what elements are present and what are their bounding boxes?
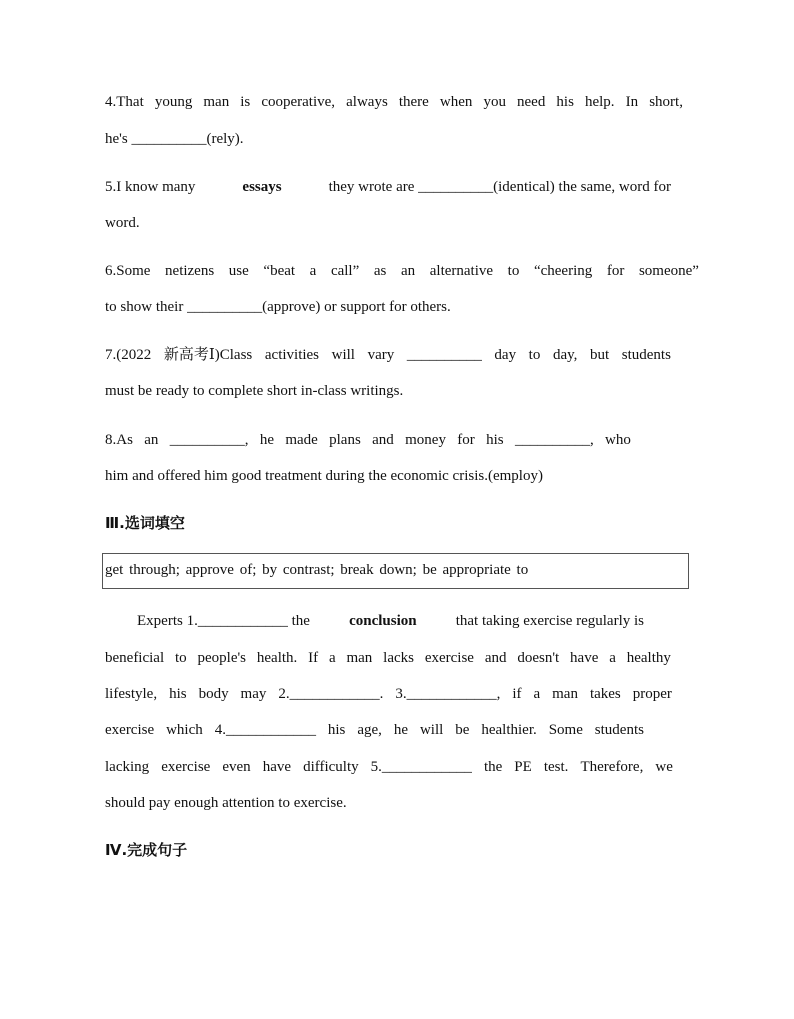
word: exercise (105, 722, 155, 738)
word: his (556, 94, 574, 110)
word: an (144, 432, 159, 448)
q5-bold-word: essays (242, 179, 282, 195)
word: he (393, 722, 409, 738)
word: his (486, 432, 504, 448)
q7-line2: must be ready to complete short in-class writings. (105, 383, 404, 399)
word: __________, (514, 432, 594, 448)
passage-line2-text (105, 648, 671, 668)
word: PE (514, 759, 532, 775)
word: for (606, 263, 625, 279)
word: need (517, 94, 546, 110)
word: lifestyle, (105, 686, 158, 702)
word: Therefore, (580, 759, 644, 775)
word: body (198, 686, 229, 702)
word: 5.____________ (370, 759, 472, 775)
word: is (240, 94, 251, 110)
q8-line1 (105, 430, 631, 450)
passage-line4 (105, 720, 644, 740)
passage-line4-text (105, 720, 644, 740)
word: man (552, 686, 578, 702)
q4-line1 (105, 92, 683, 112)
q7-line1 (105, 345, 671, 365)
word: lacks (383, 650, 414, 666)
q7-line1-text (105, 345, 671, 365)
word: healthier. (481, 722, 537, 738)
word: his (169, 686, 187, 702)
word: and (484, 650, 507, 666)
word: plans (329, 432, 361, 448)
word: health. (256, 650, 298, 666)
passage-line1-start: Experts 1.____________ the (137, 613, 314, 629)
passage-bold-word: conclusion (349, 613, 417, 629)
word: students (594, 722, 644, 738)
word: have (262, 759, 292, 775)
q6-line1 (105, 261, 699, 281)
word: difficulty (303, 759, 359, 775)
word: healthy (626, 650, 671, 666)
word: __________ (406, 347, 482, 363)
word: alternative (429, 263, 494, 279)
word-bank-text: get through; approve of; by contrast; break down; be appropriate to (105, 562, 529, 578)
q4-line1-text (105, 92, 683, 112)
word: but (589, 347, 610, 363)
word: “cheering (533, 263, 593, 279)
word: day, (552, 347, 578, 363)
word: will (331, 347, 355, 363)
word: doesn't (517, 650, 560, 666)
word: he (259, 432, 274, 448)
word: you (483, 94, 506, 110)
word: an (400, 263, 416, 279)
word: will (419, 722, 444, 738)
word-bank-box (102, 553, 689, 589)
q5-text-end: they wrote are __________(identical) the same, word for (324, 179, 671, 195)
q8-line1-text (105, 430, 631, 450)
word: made (285, 432, 318, 448)
word: someone” (638, 263, 699, 279)
word: exercise (424, 650, 474, 666)
word: 2.____________. (278, 686, 384, 702)
passage-line1 (137, 611, 644, 631)
word: exercise (161, 759, 211, 775)
word: short, (649, 94, 683, 110)
passage-line6: should pay enough attention to exercise. (105, 795, 347, 811)
word: call” (330, 263, 360, 279)
word: If (308, 650, 319, 666)
word: 6.Some (105, 263, 151, 279)
word: a (533, 686, 541, 702)
word: people's (197, 650, 247, 666)
word: __________, (169, 432, 249, 448)
word: be (455, 722, 470, 738)
word: vary (367, 347, 395, 363)
word: money (405, 432, 446, 448)
word: a (328, 650, 336, 666)
word: even (222, 759, 251, 775)
word: 新高考Ⅰ)Class (163, 347, 253, 363)
word: have (570, 650, 599, 666)
word: there (398, 94, 429, 110)
passage-line3 (105, 684, 672, 704)
word: always (346, 94, 388, 110)
word: test. (543, 759, 569, 775)
word: to (507, 263, 520, 279)
word: the (483, 759, 503, 775)
word: to (528, 347, 541, 363)
word: 4.That (105, 94, 144, 110)
word: day (494, 347, 517, 363)
q5-line1-text (105, 177, 671, 197)
section3-heading: Ⅲ.选词填空 (105, 514, 185, 532)
word: when (439, 94, 473, 110)
section4-heading: Ⅳ.完成句子 (105, 841, 188, 859)
word: which (166, 722, 203, 738)
word: 3.____________, (395, 686, 501, 702)
q8-line2: him and offered him good treatment during the economic crisis.(employ) (105, 468, 543, 484)
word: proper (632, 686, 672, 702)
passage-line5 (105, 757, 673, 777)
word: man (203, 94, 230, 110)
passage-line5-text (105, 757, 673, 777)
q5-line2: word. (105, 215, 140, 231)
word: for (457, 432, 475, 448)
word: 7.(2022 (105, 347, 152, 363)
passage-line2 (105, 648, 671, 668)
word: to (174, 650, 187, 666)
word: activities (264, 347, 320, 363)
word: takes (589, 686, 621, 702)
word: may (240, 686, 267, 702)
q4-line2: he's __________(rely). (105, 131, 244, 147)
word: as (373, 263, 387, 279)
word: man (346, 650, 373, 666)
word: 8.As (105, 432, 133, 448)
word: cooperative, (261, 94, 336, 110)
word: students (621, 347, 671, 363)
q5-line1 (105, 177, 671, 197)
passage-line1-end: that taking exercise regularly is (451, 613, 644, 629)
word: if (512, 686, 522, 702)
q6-line2: to show their __________(approve) or support for others. (105, 299, 451, 315)
word: In (625, 94, 639, 110)
word: and (372, 432, 394, 448)
word: his (327, 722, 346, 738)
word: lacking (105, 759, 150, 775)
passage-line3-text (105, 684, 672, 704)
passage-line1-text (137, 611, 644, 631)
word: “beat (263, 263, 296, 279)
word: we (655, 759, 673, 775)
word: use (228, 263, 249, 279)
word: a (309, 263, 317, 279)
q5-text-start: 5.I know many (105, 179, 200, 195)
word: 4.____________ (214, 722, 316, 738)
word: Some (548, 722, 583, 738)
word: a (609, 650, 616, 666)
q6-line1-text (105, 261, 699, 281)
word: beneficial (105, 650, 165, 666)
word: help. (584, 94, 615, 110)
word: who (605, 432, 631, 448)
word: netizens (165, 263, 215, 279)
word: age, (357, 722, 382, 738)
word: young (154, 94, 193, 110)
